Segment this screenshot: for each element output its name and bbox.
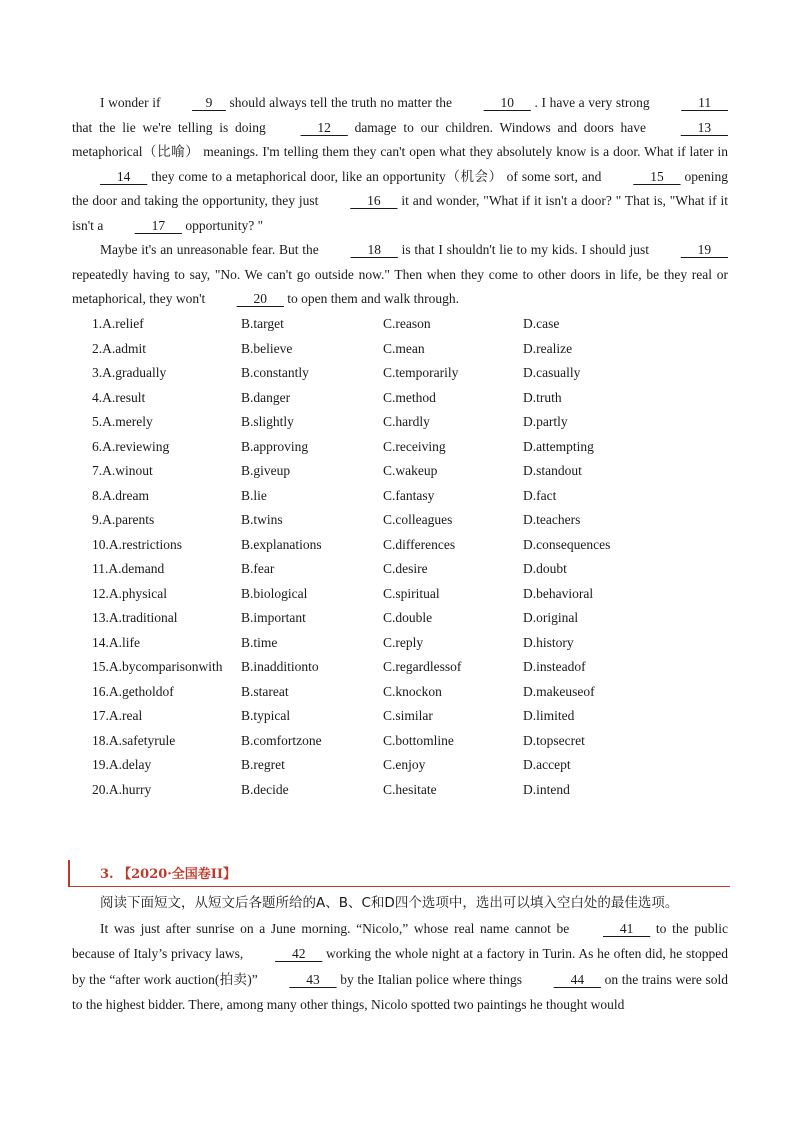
option-b: B.twins: [241, 512, 283, 527]
option-c: C.reason: [383, 316, 431, 331]
option-a: 14.A.life: [92, 634, 140, 650]
passage-paragraph-1: [72, 91, 728, 239]
option-a: 6.A.reviewing: [92, 438, 170, 454]
option-d: D.realize: [523, 340, 573, 356]
option-a: 11.A.demand: [92, 561, 165, 576]
text-run: on the trains were sold to the highest bidder. There, among many other things, Nicolo spotted two paintings he thought would: [72, 971, 728, 1012]
option-c: C.receiving: [383, 438, 446, 454]
text-run: that the lie we're telling is doing: [72, 119, 273, 135]
text-run: should always tell the truth no matter the: [225, 95, 456, 110]
option-c: C.bottomline: [383, 732, 454, 748]
option-b: B.lie: [241, 487, 267, 503]
section-instruction: 阅读下面短文，从短文后各题所给的A、B、C和D四个选项中，选出可以填入空白处的最佳选项。: [100, 895, 679, 911]
blank-13: 13: [680, 119, 729, 135]
option-c: C.mean: [383, 340, 425, 356]
option-row: [92, 655, 712, 680]
text-run: working the whole night at a factory in Turin. As he often did, he stopped by the “after work auction(拍卖)”: [72, 946, 728, 987]
option-a: 10.A.restrictions: [92, 536, 182, 552]
option-row: [92, 778, 712, 803]
blank-18: 18: [350, 242, 398, 257]
text-run: opening the door and taking the opportunity, they just: [72, 168, 729, 209]
option-row: [92, 533, 712, 558]
blank-43: 43: [289, 971, 337, 987]
option-b: B.fear: [241, 561, 275, 576]
blank-9: 9: [192, 95, 226, 110]
option-c: C.desire: [383, 561, 428, 576]
option-b: B.important: [241, 610, 306, 625]
option-b: B.decide: [241, 781, 289, 797]
blank-12: 12: [300, 119, 348, 135]
option-a: 1.A.relief: [92, 316, 144, 331]
blank-14: 14: [100, 168, 148, 184]
option-a: 5.A.merely: [92, 414, 153, 429]
option-a: 9.A.parents: [92, 512, 155, 527]
option-b: B.typical: [241, 708, 291, 723]
section-heading: [68, 860, 730, 887]
blank-44: 44: [553, 971, 601, 987]
option-d: D.intend: [523, 781, 570, 797]
option-row: [92, 361, 712, 386]
option-a: 15.A.bycomparisonwith: [92, 659, 223, 674]
blank-17: 17: [134, 217, 182, 233]
text-run: by the Italian police where things: [336, 971, 526, 987]
option-b: B.comfortzone: [241, 732, 322, 748]
option-a: 18.A.safetyrule: [92, 732, 176, 748]
option-a: 16.A.getholdof: [92, 683, 174, 699]
text-run: to the public because of Italy’s privacy laws,: [72, 921, 728, 962]
option-d: D.makeuseof: [523, 683, 595, 699]
option-d: D.attempting: [523, 438, 594, 454]
blank-19: 19: [680, 242, 728, 257]
option-row: [92, 557, 712, 582]
option-b: B.giveup: [241, 463, 291, 478]
option-d: D.casually: [523, 365, 581, 380]
option-d: D.original: [523, 610, 579, 625]
option-row: [92, 704, 712, 729]
option-c: C.regardlessof: [383, 659, 462, 674]
blank-10: 10: [483, 95, 531, 110]
option-d: D.partly: [523, 414, 568, 429]
option-row: [92, 459, 712, 484]
text-run: . I have a very strong: [530, 95, 654, 110]
option-c: C.reply: [383, 634, 424, 650]
option-b: B.explanations: [241, 536, 322, 552]
blank-11: 11: [681, 95, 729, 110]
option-b: B.time: [241, 634, 278, 650]
option-row: [92, 386, 712, 411]
option-a: 12.A.physical: [92, 585, 167, 601]
blank-16: 16: [350, 193, 398, 209]
options-list: [92, 312, 712, 802]
option-c: C.knockon: [383, 683, 442, 699]
option-d: D.consequences: [523, 536, 611, 552]
option-b: B.believe: [241, 340, 293, 356]
option-row: [92, 753, 712, 778]
text-run: to open them and walk through.: [283, 291, 459, 307]
option-a: 7.A.winout: [92, 463, 153, 478]
option-c: C.double: [383, 610, 433, 625]
option-c: C.colleagues: [383, 512, 453, 527]
option-d: D.doubt: [523, 561, 567, 576]
option-c: C.differences: [383, 536, 456, 552]
option-row: [92, 484, 712, 509]
option-d: D.accept: [523, 757, 571, 772]
option-d: D.teachers: [523, 512, 581, 527]
option-row: [92, 582, 712, 607]
option-d: D.history: [523, 634, 574, 650]
option-a: 20.A.hurry: [92, 781, 152, 797]
option-c: C.temporarily: [383, 365, 459, 380]
option-a: 3.A.gradually: [92, 365, 167, 380]
option-b: B.inadditionto: [241, 659, 319, 674]
option-c: C.fantasy: [383, 487, 435, 503]
section-heading-text: 3. 【2020·全国卷II】: [100, 867, 236, 882]
option-d: D.behavioral: [523, 585, 594, 601]
option-d: D.truth: [523, 389, 562, 405]
option-row: [92, 337, 712, 362]
blank-15: 15: [633, 168, 681, 184]
option-row: [92, 729, 712, 754]
option-d: D.fact: [523, 487, 557, 503]
option-row: [92, 312, 712, 337]
option-b: B.biological: [241, 585, 308, 601]
option-row: [92, 508, 712, 533]
option-c: C.similar: [383, 708, 433, 723]
option-row: [92, 410, 712, 435]
option-d: D.standout: [523, 463, 582, 478]
option-d: D.topsecret: [523, 732, 585, 748]
option-a: 19.A.delay: [92, 757, 152, 772]
option-a: 8.A.dream: [92, 487, 149, 503]
option-row: [92, 680, 712, 705]
option-d: D.limited: [523, 708, 575, 723]
blank-20: 20: [236, 291, 284, 307]
text-run: I wonder if: [100, 95, 165, 110]
option-row: [92, 606, 712, 631]
option-b: B.regret: [241, 757, 285, 772]
passage-paragraph-3: [72, 916, 728, 1017]
option-c: C.method: [383, 389, 436, 405]
option-a: 2.A.admit: [92, 340, 146, 356]
option-b: B.target: [241, 316, 284, 331]
option-c: C.hardly: [383, 414, 430, 429]
option-a: 4.A.result: [92, 389, 146, 405]
option-b: B.approving: [241, 438, 309, 454]
option-b: B.constantly: [241, 365, 309, 380]
option-a: 17.A.real: [92, 708, 143, 723]
option-d: D.case: [523, 316, 560, 331]
option-b: B.stareat: [241, 683, 289, 699]
text-run: opportunity? ": [181, 217, 264, 233]
option-a: 13.A.traditional: [92, 610, 178, 625]
blank-41: 41: [602, 921, 651, 936]
text-run: they come to a metaphorical door, like an opportunity（机会） of some sort, and: [147, 168, 606, 184]
option-c: C.hesitate: [383, 781, 437, 797]
option-c: C.spiritual: [383, 585, 440, 601]
option-row: [92, 631, 712, 656]
option-b: B.danger: [241, 389, 291, 405]
text-run: It was just after sunrise on a June morning. “Nicolo,” whose real name cannot be: [100, 921, 575, 936]
text-run: damage to our children. Windows and doors have: [347, 119, 653, 135]
option-row: [92, 435, 712, 460]
text-run: is that I shouldn't lie to my kids. I should just: [397, 242, 653, 257]
option-b: B.slightly: [241, 414, 294, 429]
option-c: C.enjoy: [383, 757, 426, 772]
option-d: D.insteadof: [523, 659, 586, 674]
text-run: Maybe it's an unreasonable fear. But the: [100, 242, 323, 257]
option-c: C.wakeup: [383, 463, 438, 478]
text-run: it and wonder, "What if it isn't a door? " That is, "What if it isn't a: [72, 193, 728, 233]
passage-paragraph-2: [72, 238, 728, 312]
blank-42: 42: [275, 946, 323, 962]
text-run: repeatedly having to say, "No. We can't go outside now." Then when they come to other doors in life, be they real or metaphorical, they won't: [72, 266, 728, 307]
text-run: metaphorical（比喻） meanings. I'm telling them they can't open what they absolutely know is a door. What if later in: [72, 144, 728, 160]
